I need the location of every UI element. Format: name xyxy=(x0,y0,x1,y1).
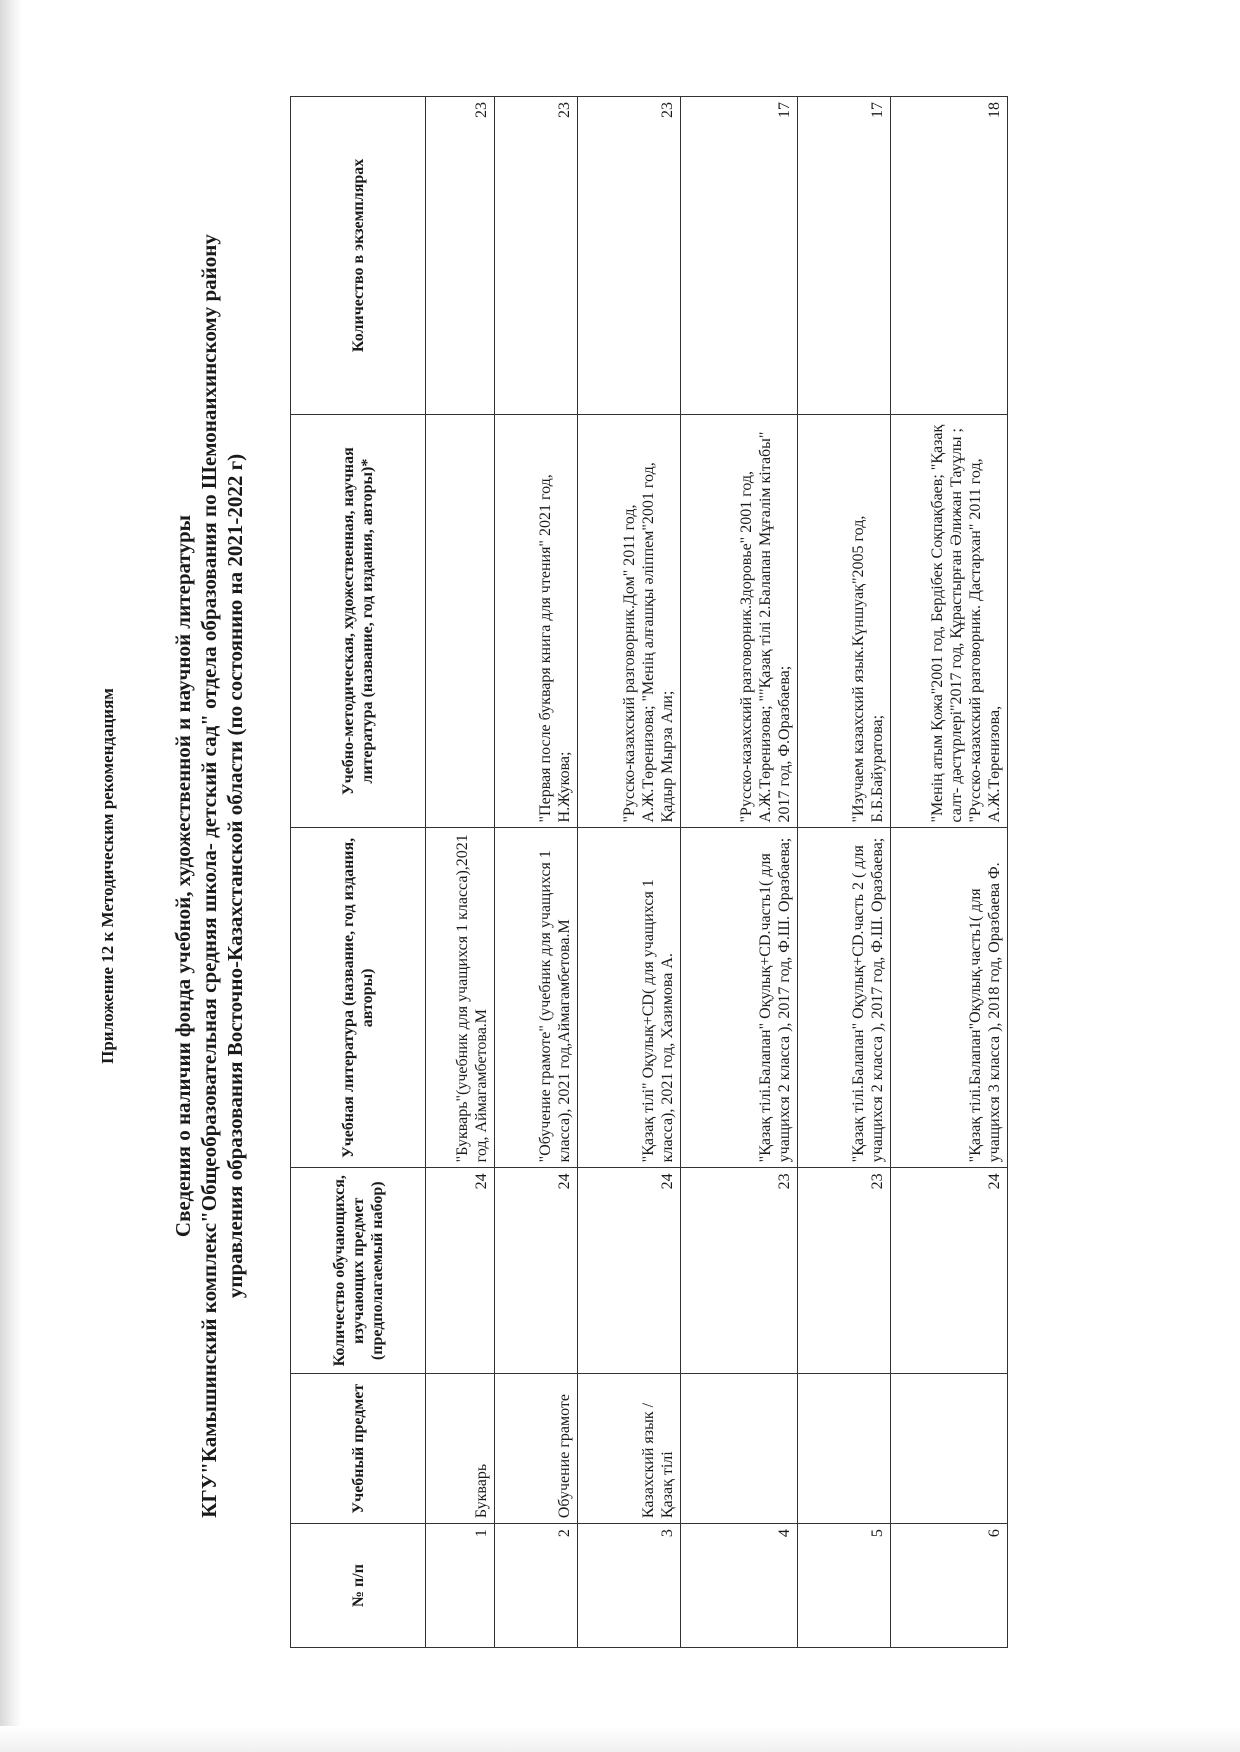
literature-table xyxy=(290,96,1008,1648)
title-line-2: КГУ"Камышинский комплекс"Общеобразовательная средняя школа- детский сад" отдела образования по Шемонаихинскому району xyxy=(197,234,221,1518)
cell-subject: Обучение грамоте xyxy=(495,1374,578,1524)
col-header-subject: Учебный предмет xyxy=(291,1374,426,1524)
cell-copies: 18 xyxy=(891,97,1008,415)
rotated-document-page xyxy=(70,46,1170,1706)
cell-textbook: "Қазақ тілі.Балапан" Оқулық+CD.часть1( для учащихся 2 класса ), 2017 год, Ф.Ш. Оразбаева; xyxy=(681,828,798,1168)
cell-methodical: "Первая после букваря книга для чтения" 2021 год, Н.Жукова; xyxy=(495,414,578,828)
cell-textbook: "Обучение грамоте" (учебник для учащихся 1 класса), 2021 год,Аймагамбетова.М xyxy=(495,828,578,1168)
cell-number: 6 xyxy=(891,1524,1008,1648)
cell-copies: 23 xyxy=(495,97,578,415)
col-header-textbook: Учебная литература (название, год издания, авторы) xyxy=(291,828,426,1168)
cell-number: 5 xyxy=(798,1524,891,1648)
document-title xyxy=(170,66,248,1686)
cell-copies: 17 xyxy=(798,97,891,415)
col-header-copies: Количество в экземплярах xyxy=(291,97,426,415)
cell-number: 1 xyxy=(426,1524,495,1648)
cell-methodical: "Менің атым Қожа"2001 год, Бердібек Соқпақбаев; "Қазақ салт- дәстүрлері"2017 год, Құрастырған Әлижан Тауұлы ; "Русско-казахский разговорник. Дастархан" 2011 год, А.Ж.Төренизова, xyxy=(891,414,1008,828)
cell-students: 24 xyxy=(578,1168,681,1374)
cell-students: 24 xyxy=(495,1168,578,1374)
cell-subject: Букварь xyxy=(426,1374,495,1524)
col-header-methodical: Учебно-методическая, художественная, научная литература (название, год издания, авторы)* xyxy=(291,414,426,828)
cell-methodical: "Русско-казахский разговорник.Дом" 2011 год, А.Ж.Төренизова; "Менің алғашқы әліппем"2001 год, Қадыр Мырза Али; xyxy=(578,414,681,828)
cell-copies: 23 xyxy=(578,97,681,415)
title-line-1: Сведения о наличии фонда учебной, художественной и научной литературы xyxy=(171,514,195,1238)
appendix-label: Приложение 12 к Методическим рекомендациям xyxy=(98,688,117,1064)
cell-subject xyxy=(681,1374,798,1524)
cell-students: 23 xyxy=(798,1168,891,1374)
table-row xyxy=(891,97,1008,1648)
cell-methodical xyxy=(426,414,495,828)
cell-students: 24 xyxy=(426,1168,495,1374)
table-row xyxy=(798,97,891,1648)
cell-methodical: "Изучаем казахский язык.Күншуақ"2005 год, Б.Б.Байуратова; xyxy=(798,414,891,828)
cell-students: 24 xyxy=(891,1168,1008,1374)
cell-textbook: "Қазақ тілі" Оқулық+CD( для учащихся 1 класса), 2021 год, Хазимова А. xyxy=(578,828,681,1168)
cell-subject: Казахский язык /Қазақ тілі xyxy=(578,1374,681,1524)
table-row xyxy=(578,97,681,1648)
cell-number: 2 xyxy=(495,1524,578,1648)
cell-students: 23 xyxy=(681,1168,798,1374)
scan-edge-shadow xyxy=(0,0,22,1752)
cell-methodical: "Русско-казахский разговорник.Здоровье" 2001 год, А.Ж.Төренизова; ""Қазақ тілі 2.Балапан Мұғалім кітабы" 2017 год, Ф.Оразбаева; xyxy=(681,414,798,828)
cell-subject xyxy=(891,1374,1008,1524)
cell-textbook: "Қазақ тілі.Балапан"Оқулық.часть1( для учащихся 3 класса ), 2018 год, Оразбаева Ф. xyxy=(891,828,1008,1168)
title-line-3: управления образования Восточно-Казахстанской области (по состоянию на 2021-2022 г) xyxy=(223,453,247,1299)
table-row xyxy=(681,97,798,1648)
cell-copies: 23 xyxy=(426,97,495,415)
scan-bottom-shadow xyxy=(0,1726,1240,1752)
col-header-students: Количество обучающихся, изучающих предмет (предполагаемый набор) xyxy=(291,1168,426,1374)
table-row xyxy=(495,97,578,1648)
table-header-row xyxy=(291,97,426,1648)
col-header-number: № п/п xyxy=(291,1524,426,1648)
cell-copies: 17 xyxy=(681,97,798,415)
cell-textbook: "Қазақ тілі.Балапан" Оқулық+CD.часть 2 ( для учащихся 2 класса ), 2017 год, Ф.Ш. Оразбаева; xyxy=(798,828,891,1168)
cell-number: 3 xyxy=(578,1524,681,1648)
cell-subject xyxy=(798,1374,891,1524)
cell-textbook: "Букварь"(учебник для учащихся 1 класса),2021 год, Аймагамбетова.М xyxy=(426,828,495,1168)
cell-number: 4 xyxy=(681,1524,798,1648)
table-row xyxy=(426,97,495,1648)
